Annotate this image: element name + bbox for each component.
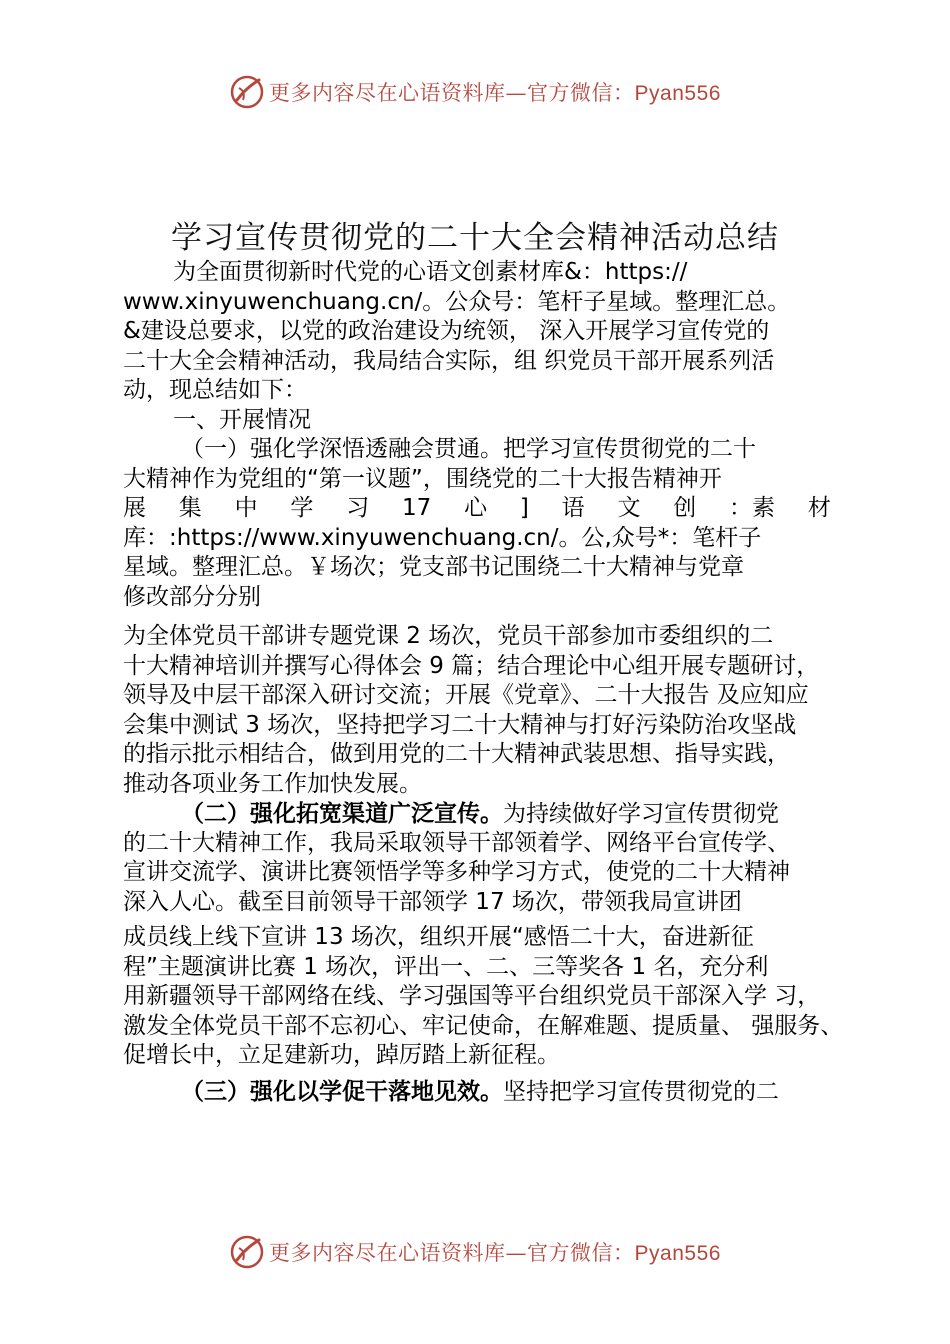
text-line: 用新疆领导干部网络在线、学习强国等平台组织党员干部深入学 习， (123, 983, 821, 1009)
item-2-heading: （二）强化拓宽渠道广泛宣传。 (181, 800, 503, 827)
document-title: 学习宣传贯彻党的二十大全会精神活动总结 (171, 220, 779, 256)
item-3-paragraph (123, 1077, 843, 1107)
text-line: 激发全体党员干部不忘初心、牢记使命，在解难题、提质量、 强服务、 (123, 1012, 844, 1039)
text-line: 动，现总结如下： (123, 377, 307, 403)
text-line: 的指示批示相结合，做到用党的二十大精神武装思想、指导实践， (123, 741, 790, 767)
brush-logo-icon (229, 1234, 265, 1270)
justified-line: 展 集 中 学 习 17 心 ] 语 文 创 ：素 材 (123, 495, 831, 521)
text-line: （一）强化学深悟透融会贯通。把学习宣传贯彻党的二十 (181, 436, 756, 462)
text-line: 为全面贯彻新时代党的心语文创素材库&：https:// (173, 259, 688, 285)
text-line: 的二十大精神工作，我局采取领导干部领着学、网络平台宣传学、 (123, 829, 790, 856)
item-2-paragraph (123, 799, 843, 917)
text-line: 深入人心。截至目前领导干部领学 17 场次，带领我局宣讲团 (123, 888, 742, 915)
text-line: www.xinyuwenchuang.cn/。公众号：笔杆子星域。整理汇总。 (123, 288, 791, 315)
intro-paragraph (123, 258, 843, 406)
text-line: 宣讲交流学、演讲比赛领悟学等多种学习方式，使党的二十大精神 (123, 859, 790, 885)
section-heading: 一、开展情况 (173, 406, 311, 433)
item-1-paragraph (123, 435, 843, 612)
text-line: 十大精神培训并撰写心得体会 9 篇；结合理论中心组开展专题研讨， (123, 652, 820, 679)
top-watermark-banner (0, 72, 950, 112)
text-line: 领导及中层干部深入研讨交流；开展《党章》、二十大报告 及应知应 (123, 682, 809, 708)
item-1-continuation (123, 622, 843, 799)
text-line: 会集中测试 3 场次，坚持把学习二十大精神与打好污染防治攻坚战 (123, 711, 797, 738)
text-line: 库：:https://www.xinyuwenchuang.cn/。公,众号*：笔杆子 (123, 524, 762, 551)
text-line: 星域。整理汇总。￥场次；党支部书记围绕二十大精神与党章 (123, 554, 744, 580)
text-line: 修改部分分别 (123, 583, 261, 610)
text-line: &建设总要求，以党的政治建设为统领， 深入开展学习宣传党的 (123, 318, 770, 344)
text-line: 成员线上线下宣讲 13 场次，组织开展“感悟二十大，奋进新征 (123, 924, 754, 950)
document-body (123, 258, 843, 1106)
brush-logo-icon (229, 74, 265, 110)
text-line: 大精神作为党组的“第一议题”，围绕党的二十大报告精神开 (123, 465, 722, 492)
text-line: （二）强化拓宽渠道广泛宣传。为持续做好学习宣传贯彻党 (181, 800, 779, 827)
text-line: 为全体党员干部讲专题党课 2 场次，党员干部参加市委组织的二 (123, 623, 774, 649)
item-3-heading: （三）强化以学促干落地见效。 (181, 1077, 503, 1105)
banner-text: 更多内容尽在心语资料库—官方微信：Pyan556 (269, 81, 721, 105)
text-line: 二十大全会精神活动，我局结合实际，组 织党员干部开展系列活 (123, 347, 775, 374)
text-line: 程”主题演讲比赛 1 场次，评出一、二、三等奖各 1 名，充分利 (123, 953, 769, 980)
text-line: （三）强化以学促干落地见效。坚持把学习宣传贯彻党的二 (181, 1077, 779, 1105)
text-line: 促增长中，立足建新功，踔厉踏上新征程。 (123, 1042, 560, 1068)
banner-text: 更多内容尽在心语资料库—官方微信：Pyan556 (269, 1241, 721, 1265)
bottom-watermark-banner (0, 1232, 950, 1272)
item-2-continuation (123, 923, 843, 1071)
text-line: 推动各项业务工作加快发展。 (123, 770, 422, 797)
